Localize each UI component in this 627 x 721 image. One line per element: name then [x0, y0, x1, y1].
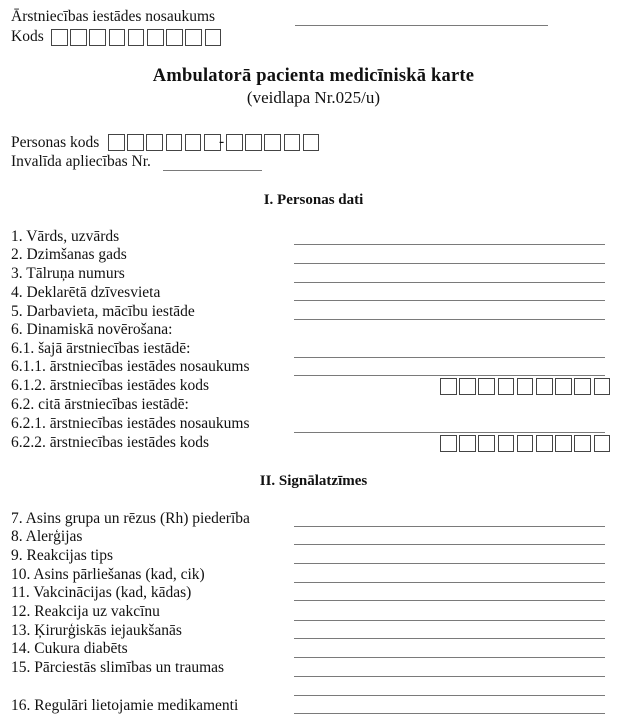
- field-input-line[interactable]: [294, 713, 605, 714]
- personal-code-part2-boxes[interactable]: [226, 134, 319, 151]
- code-box[interactable]: [226, 134, 243, 151]
- code-label: Kods: [11, 28, 44, 45]
- field-input-line[interactable]: [294, 638, 605, 639]
- document-title: Ambulatorā pacienta medicīniskā karte: [152, 66, 475, 86]
- field-input-line[interactable]: [294, 526, 605, 527]
- code-box[interactable]: [205, 29, 222, 46]
- code-box[interactable]: [303, 134, 320, 151]
- field-label: 12. Reakcija uz vakcīnu: [11, 603, 160, 620]
- personal-code-label: Personas kods: [11, 134, 100, 151]
- institution-code-boxes[interactable]: [51, 29, 221, 46]
- code-box[interactable]: [555, 378, 572, 395]
- personal-code-part1-boxes[interactable]: [108, 134, 221, 151]
- code-box[interactable]: [517, 435, 534, 452]
- field-input-line[interactable]: [294, 244, 605, 245]
- code-box[interactable]: [264, 134, 281, 151]
- code-box[interactable]: [185, 29, 202, 46]
- code-box[interactable]: [517, 378, 534, 395]
- field-label: 9. Reakcijas tips: [11, 547, 114, 564]
- field-input-line[interactable]: [294, 357, 605, 358]
- field-label: 15. Pārciestās slimības un traumas: [11, 659, 225, 676]
- field-label: 6.1.2. ārstniecības iestādes kods: [11, 377, 210, 394]
- field-input-line[interactable]: [294, 563, 605, 564]
- field-label: 6.2. citā ārstniecības iestādē:: [11, 396, 189, 413]
- code-box[interactable]: [128, 29, 145, 46]
- field-input-line[interactable]: [294, 676, 605, 677]
- code-box[interactable]: [70, 29, 87, 46]
- field-input-line[interactable]: [294, 600, 605, 601]
- code-box[interactable]: [574, 378, 591, 395]
- field-input-line[interactable]: [294, 282, 605, 283]
- field-label: 6.1.1. ārstniecības iestādes nosaukums: [11, 358, 250, 375]
- field-label: 2. Dzimšanas gads: [11, 246, 127, 263]
- code-box[interactable]: [478, 435, 495, 452]
- field-input-line[interactable]: [294, 582, 605, 583]
- code-box[interactable]: [574, 435, 591, 452]
- code-box[interactable]: [536, 378, 553, 395]
- code-box[interactable]: [459, 435, 476, 452]
- code-box[interactable]: [536, 435, 553, 452]
- field-label: 8. Alerģijas: [11, 528, 83, 545]
- field-input-line[interactable]: [294, 432, 605, 433]
- field-label: 5. Darbavieta, mācību iestāde: [11, 303, 195, 320]
- field-input-line[interactable]: [294, 657, 605, 658]
- field-label: 16. Regulāri lietojamie medikamenti: [11, 697, 239, 714]
- institution-code-boxes[interactable]: [440, 435, 610, 452]
- code-box[interactable]: [245, 134, 262, 151]
- code-box[interactable]: [166, 29, 183, 46]
- code-box[interactable]: [108, 134, 125, 151]
- code-box[interactable]: [284, 134, 301, 151]
- code-box[interactable]: [594, 435, 611, 452]
- field-label: 11. Vakcinācijas (kad, kādas): [11, 584, 192, 601]
- field-input-line[interactable]: [294, 375, 605, 376]
- field-label: 6. Dinamiskā novērošana:: [11, 321, 173, 338]
- institution-name-field[interactable]: [295, 25, 548, 26]
- field-input-line[interactable]: [294, 544, 605, 545]
- field-label: 14. Cukura diabēts: [11, 640, 128, 657]
- institution-name-label: Ārstniecības iestādes nosaukums: [11, 8, 216, 25]
- code-box[interactable]: [109, 29, 126, 46]
- code-box[interactable]: [498, 435, 515, 452]
- code-box[interactable]: [146, 134, 163, 151]
- field-input-line[interactable]: [294, 300, 605, 301]
- code-box[interactable]: [440, 378, 457, 395]
- code-box[interactable]: [89, 29, 106, 46]
- field-input-line[interactable]: [294, 319, 605, 320]
- code-box[interactable]: [555, 435, 572, 452]
- section-2-heading: II. Signālatzīmes: [259, 473, 368, 489]
- field-label: 3. Tālruņa numurs: [11, 265, 125, 282]
- code-box[interactable]: [459, 378, 476, 395]
- code-box[interactable]: [478, 378, 495, 395]
- code-box[interactable]: [127, 134, 144, 151]
- field-label: 10. Asins pārliešanas (kad, cik): [11, 566, 205, 583]
- code-box[interactable]: [166, 134, 183, 151]
- field-label: 13. Ķirurģiskās iejaukšanās: [11, 622, 182, 639]
- code-box[interactable]: [594, 378, 611, 395]
- code-box[interactable]: [440, 435, 457, 452]
- code-box[interactable]: [498, 378, 515, 395]
- code-box[interactable]: [185, 134, 202, 151]
- disability-cert-label: Invalīda apliecības Nr.: [11, 153, 151, 170]
- field-input-line[interactable]: [294, 695, 605, 696]
- field-label: 7. Asins grupa un rēzus (Rh) piederība: [11, 510, 250, 527]
- institution-code-boxes[interactable]: [440, 378, 610, 395]
- document-subtitle: (veidlapa Nr.025/u): [246, 88, 381, 107]
- field-label: 1. Vārds, uzvārds: [11, 228, 120, 245]
- personal-code-separator: -: [219, 133, 225, 150]
- section-1-heading: I. Personas dati: [263, 192, 364, 208]
- field-label: 6.1. šajā ārstniecības iestādē:: [11, 340, 191, 357]
- field-label: 6.2.2. ārstniecības iestādes kods: [11, 434, 210, 451]
- field-label: 4. Deklarētā dzīvesvieta: [11, 284, 161, 301]
- code-box[interactable]: [147, 29, 164, 46]
- field-label: 6.2.1. ārstniecības iestādes nosaukums: [11, 415, 250, 432]
- field-input-line[interactable]: [294, 263, 605, 264]
- code-box[interactable]: [51, 29, 68, 46]
- field-input-line[interactable]: [294, 620, 605, 621]
- disability-cert-field[interactable]: [163, 170, 262, 171]
